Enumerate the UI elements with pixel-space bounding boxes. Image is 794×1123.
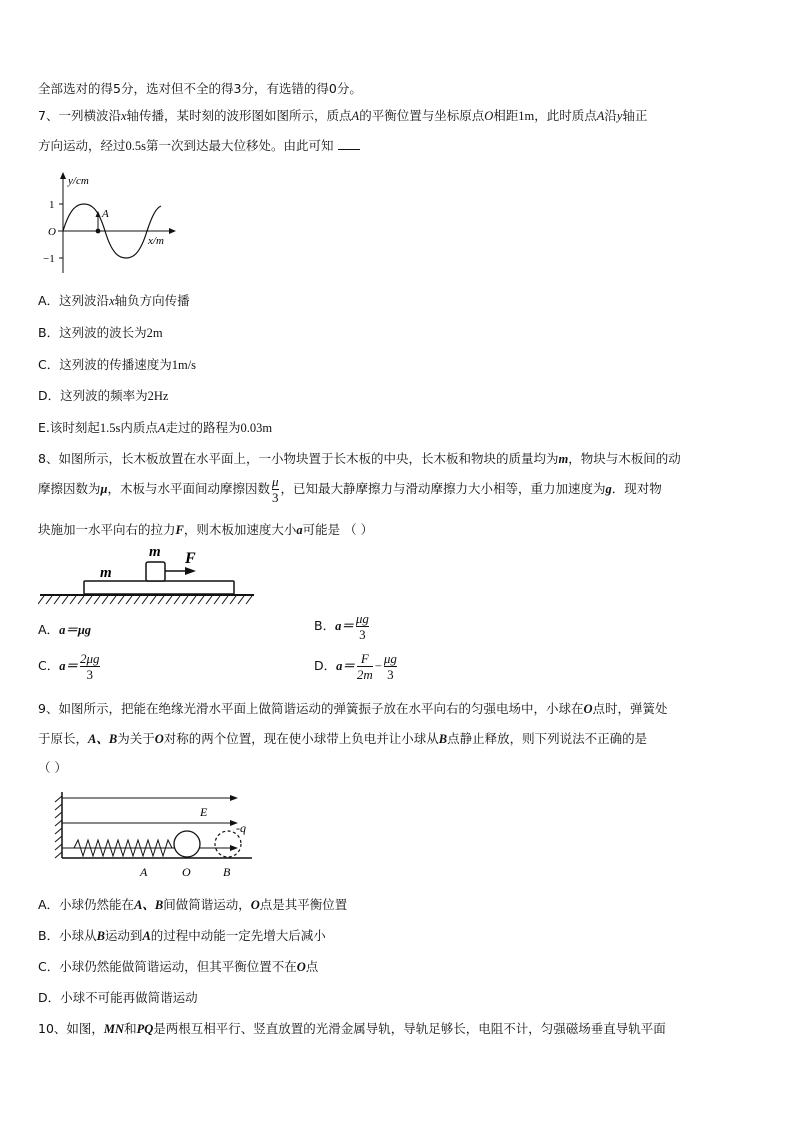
q8-stem-line2: 摩擦因数为μ，木板与水平面间动摩擦因数 $\frac{\mu}{3}$ ，已知最大静摩擦力与滑动摩擦力大小相等，重力加速度为g．现对物 [38,474,662,505]
q9-option-c: C．小球仍然能做简谐运动，但其平衡位置不在O点 [38,959,319,974]
q7-fig-y-label: y/cm [68,175,89,187]
q7-option-b: B．这列波的波长为2m [38,325,163,340]
q9-fig-field-E: E [200,805,208,819]
scoring-note: 全部选对的得5分，选对但不全的得3分，有选错的得0分。 [38,81,362,96]
q9-option-a: A．小球仍然能在A、B间做简谐运动，O点是其平衡位置 [38,897,348,912]
q7-option-a: A．这列波沿x轴负方向传播 [38,293,190,308]
q8-fig-block-mass: m [149,544,161,560]
q8-fig-force: F [185,550,196,567]
q9-fig-point-B: B [223,865,231,879]
q7-option-e: E.该时刻起1.5s内质点A走过的路程为0.03m [38,420,273,435]
q8-option-c: C．a＝ $\frac{2\mu g}{3}$ [38,651,100,682]
fraction-mug-over-3-d: $\frac{\mu g}{3}$ [383,651,397,682]
q9-stem-line2: 于原长，A、B为关于O对称的两个位置，现在使小球带上负电并让小球从B点静止释放，则下列说法不正确的是 [38,731,648,746]
q7-stem-line2: 方向运动，经过0.5s第一次到达最大位移处。由此可知 [38,136,360,154]
q7-option-d: D．这列波的频率为2Hz [38,388,169,403]
fraction-mug-over-3: $\frac{\mu g}{3}$ [355,611,369,642]
q9-fig-point-O: O [182,865,191,879]
q7-fig-origin: O [48,226,56,238]
fraction-mu-over-3: $\frac{\mu}{3}$ [271,474,279,505]
q9-stem-line1: 9、如图所示，把能在绝缘光滑水平面上做简谐运动的弹簧振子放在水平向右的匀强电场中，小球在O点时，弹簧处 [38,701,668,716]
q8-fig-board-mass: m [100,565,112,581]
q9-fig-point-A: A [140,865,148,879]
fraction-2mug-over-3: $\frac{2\mu g}{3}$ [80,651,100,682]
q7-fig-tick-neg1: −1 [43,253,55,265]
q9-stem-line3: （ ） [38,760,67,775]
q8-option-a: A．a＝μg [38,622,92,637]
q10-stem-line1: 10、如图，MN和PQ是两根互相平行、竖直放置的光滑金属导轨，导轨足够长，电阻不计，匀强磁场垂直导轨平面 [38,1021,666,1036]
q8-stem-line1: 8、如图所示，长木板放置在水平面上，一小物块置于长木板的中央，长木板和物块的质量均为m，物块与木板间的动 [38,451,681,466]
q7-fig-x-label: x/m [148,235,164,247]
q7-option-c: C．这列波的传播速度为1m/s [38,357,197,372]
answer-blank [338,137,360,150]
q8-board-figure [38,540,258,608]
q7-fig-point-A: A [102,208,109,220]
q9-option-d: D．小球不可能再做简谐运动 [38,990,198,1005]
q9-spring-figure [52,786,264,880]
fraction-F-over-2m: $\frac{F}{2m}$ [356,651,373,682]
q7-wave-figure [40,168,180,278]
q7-stem-line1: 7、一列横波沿x轴传播，某时刻的波形图如图所示，质点A的平衡位置与坐标原点O相距1m，此时质点A沿y轴正 [38,108,648,123]
q8-option-b: B．a＝ $\frac{\mu g}{3}$ [314,611,369,642]
q9-option-b: B．小球从B运动到A的过程中动能一定先增大后减小 [38,928,326,943]
q9-fig-charge: -q [236,821,246,835]
q8-option-d: D．a＝ $\frac{F}{2m}$ − $\frac{\mu g}{3}$ [314,651,397,682]
q8-stem-line3: 块施加一水平向右的拉力F，则木板加速度大小a可能是 （ ） [38,522,374,537]
q7-fig-tick-1: 1 [49,199,55,211]
